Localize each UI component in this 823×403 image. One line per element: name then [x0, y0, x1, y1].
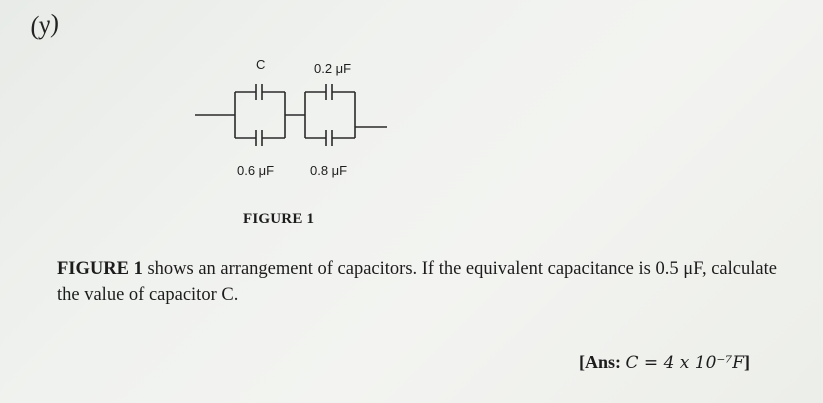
answer-label: [Ans: — [579, 352, 626, 372]
question-text — [57, 256, 777, 308]
question-number: (y) — [28, 8, 61, 41]
capacitor-c-label: C — [256, 57, 266, 72]
figure-caption: FIGURE 1 — [243, 211, 315, 227]
capacitor-0.6-label: 0.6 μF — [237, 163, 275, 178]
capacitor-0.8-label: 0.8 μF — [310, 163, 348, 178]
capacitor-circuit-figure — [195, 55, 395, 185]
answer-expression: C = 4 x 10⁻⁷F — [625, 353, 745, 373]
circuit-diagram — [195, 55, 395, 185]
question-body: shows an arrangement of capacitors. If the equivalent capacitance is 0.5 μF, calculate the value of capacitor C. — [57, 259, 777, 305]
answer-line — [579, 352, 750, 373]
capacitor-0.2-label: 0.2 μF — [314, 61, 352, 76]
answer-close-bracket: ] — [744, 352, 751, 372]
question-figure-ref: FIGURE 1 — [57, 259, 143, 279]
